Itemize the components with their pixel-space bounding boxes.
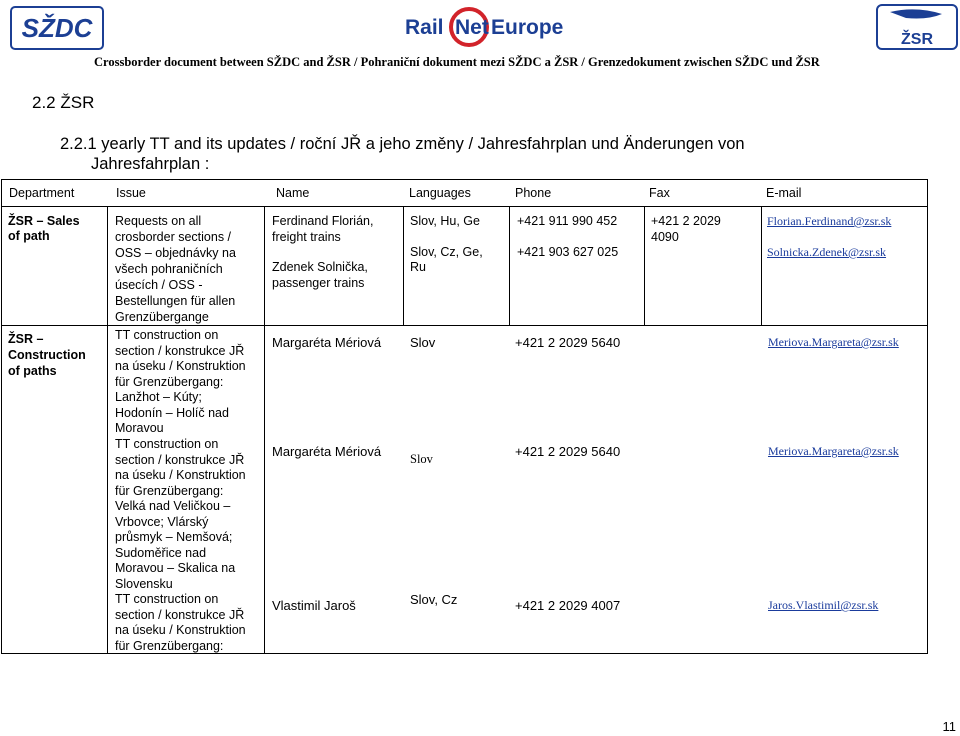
table-header-row (2, 180, 928, 207)
subsection-number: 2.2.1 (60, 135, 97, 153)
name-solnicka-line1: Zdenek Solnička, (272, 260, 368, 274)
railneteurope-logo (405, 2, 565, 52)
entry1-phone: +421 2 2029 5640 (515, 335, 621, 350)
issue-line: crosborder sections / (115, 230, 232, 244)
col-department: Department (9, 186, 75, 200)
col-languages: Languages (409, 186, 471, 200)
issue-line: Requests on all (115, 214, 202, 228)
entry2-email-link[interactable]: Meriova.Margareta@zsr.sk (768, 444, 899, 458)
email-solnicka-link[interactable]: Solnicka.Zdenek@zsr.sk (767, 245, 887, 259)
entry3-email-link[interactable]: Jaros.Vlastimil@zsr.sk (768, 598, 879, 612)
rne-europe-text: Europe (491, 16, 564, 39)
issue-line: na úseku / Konstruktion (115, 623, 246, 637)
fax-line1: +421 2 2029 (651, 214, 721, 228)
issue-line: Grenzübergange (115, 310, 209, 324)
contacts-table (1, 179, 928, 654)
issue-line: průsmyk – Nemšová; (115, 530, 233, 544)
issue-line: für Grenzübergang: (115, 374, 224, 389)
col-email: E-mail (766, 186, 802, 200)
table-row-construction (2, 326, 928, 654)
dept-construction-line3: of paths (8, 364, 57, 378)
name-florian-line1: Ferdinand Florián, (272, 214, 374, 228)
dept-sales-line2: of path (8, 229, 50, 243)
zsr-logo-text: ŽSR (901, 31, 933, 48)
table-row-sales (2, 207, 928, 326)
issue-line: für Grenzübergang: (115, 638, 224, 653)
issue-line: TT construction on (115, 328, 219, 342)
szdc-logo-text: SŽDC (21, 13, 93, 43)
page-number: 11 (942, 719, 956, 734)
entry1-language: Slov (410, 335, 436, 350)
entry1-name: Margaréta Mériová (272, 335, 382, 350)
col-name: Name (276, 186, 310, 200)
col-fax: Fax (649, 186, 670, 200)
issue-line: všech pohraničních (115, 262, 223, 276)
issue-line: Bestellungen für allen (115, 294, 236, 308)
entry3-phone: +421 2 2029 4007 (515, 598, 621, 613)
issue-line: Lanžhot – Kúty; (115, 390, 202, 404)
issue-line: Slovensku (115, 576, 173, 591)
fax-line2: 4090 (651, 230, 679, 244)
subsection-title-line1: yearly TT and its updates / roční JŘ a jeho změny / Jahresfahrplan und Änderungen von (101, 135, 745, 153)
name-solnicka-line2: passenger trains (272, 276, 365, 290)
issue-line: úsecích / OSS - (115, 278, 203, 292)
rne-rail-text: Rail (405, 16, 444, 39)
issue-line: na úseku / Konstruktion (115, 468, 246, 482)
issue-line: section / konstrukce JŘ (115, 343, 245, 358)
email-florian-link[interactable]: Florian.Ferdinand@zsr.sk (767, 214, 892, 228)
subsection-title (60, 134, 880, 174)
issue-line: OSS – objednávky na (115, 246, 236, 260)
szdc-logo (10, 6, 104, 50)
entry2-name: Margaréta Mériová (272, 444, 382, 459)
issue-line: Sudoměřice nad (115, 545, 207, 560)
issue-line: TT construction on (115, 437, 219, 451)
entry3-language: Slov, Cz (410, 592, 458, 607)
issue-line: section / konstrukce JŘ (115, 452, 245, 467)
name-florian-line2: freight trains (272, 230, 341, 244)
lang-solnicka-line2: Ru (410, 260, 426, 274)
issue-line: Hodonín – Holíč nad (115, 405, 229, 420)
entry3-name: Vlastimil Jaroš (272, 598, 356, 613)
document-header-title: Crossborder document between SŽDC and ŽSR / Pohraniční dokument mezi SŽDC a ŽSR / Grenzedokument zwischen SŽDC und ŽSR (94, 55, 820, 69)
col-issue: Issue (116, 186, 146, 200)
issue-line: TT construction on (115, 592, 219, 606)
lang-florian: Slov, Hu, Ge (410, 214, 480, 228)
issue-line: section / konstrukce JŘ (115, 607, 245, 622)
rne-net-text: Net (455, 16, 489, 39)
phone-solnicka: +421 903 627 025 (517, 245, 619, 259)
dept-sales-line1: ŽSR – Sales (8, 214, 80, 228)
issue-line: Velká nad Veličkou – (115, 499, 231, 513)
entry2-language: Slov (410, 452, 433, 466)
entry2-phone: +421 2 2029 5640 (515, 444, 621, 459)
phone-florian: +421 911 990 452 (517, 214, 618, 228)
issue-line: na úseku / Konstruktion (115, 359, 246, 373)
dept-construction-line2: Construction (8, 348, 86, 362)
lang-solnicka-line1: Slov, Cz, Ge, (410, 245, 483, 259)
issue-line: Moravou (115, 421, 164, 435)
entry1-email-link[interactable]: Meriova.Margareta@zsr.sk (768, 335, 899, 349)
section-title: 2.2 ŽSR (32, 93, 95, 112)
col-phone: Phone (515, 186, 552, 200)
issue-line: Moravou – Skalica na (115, 561, 236, 575)
subsection-title-line2: Jahresfahrplan : (91, 155, 210, 173)
issue-line: für Grenzübergang: (115, 483, 224, 498)
dept-construction-line1: ŽSR – (8, 332, 44, 346)
issue-line: Vrbovce; Vlárský (115, 514, 209, 529)
zsr-logo (876, 4, 958, 50)
